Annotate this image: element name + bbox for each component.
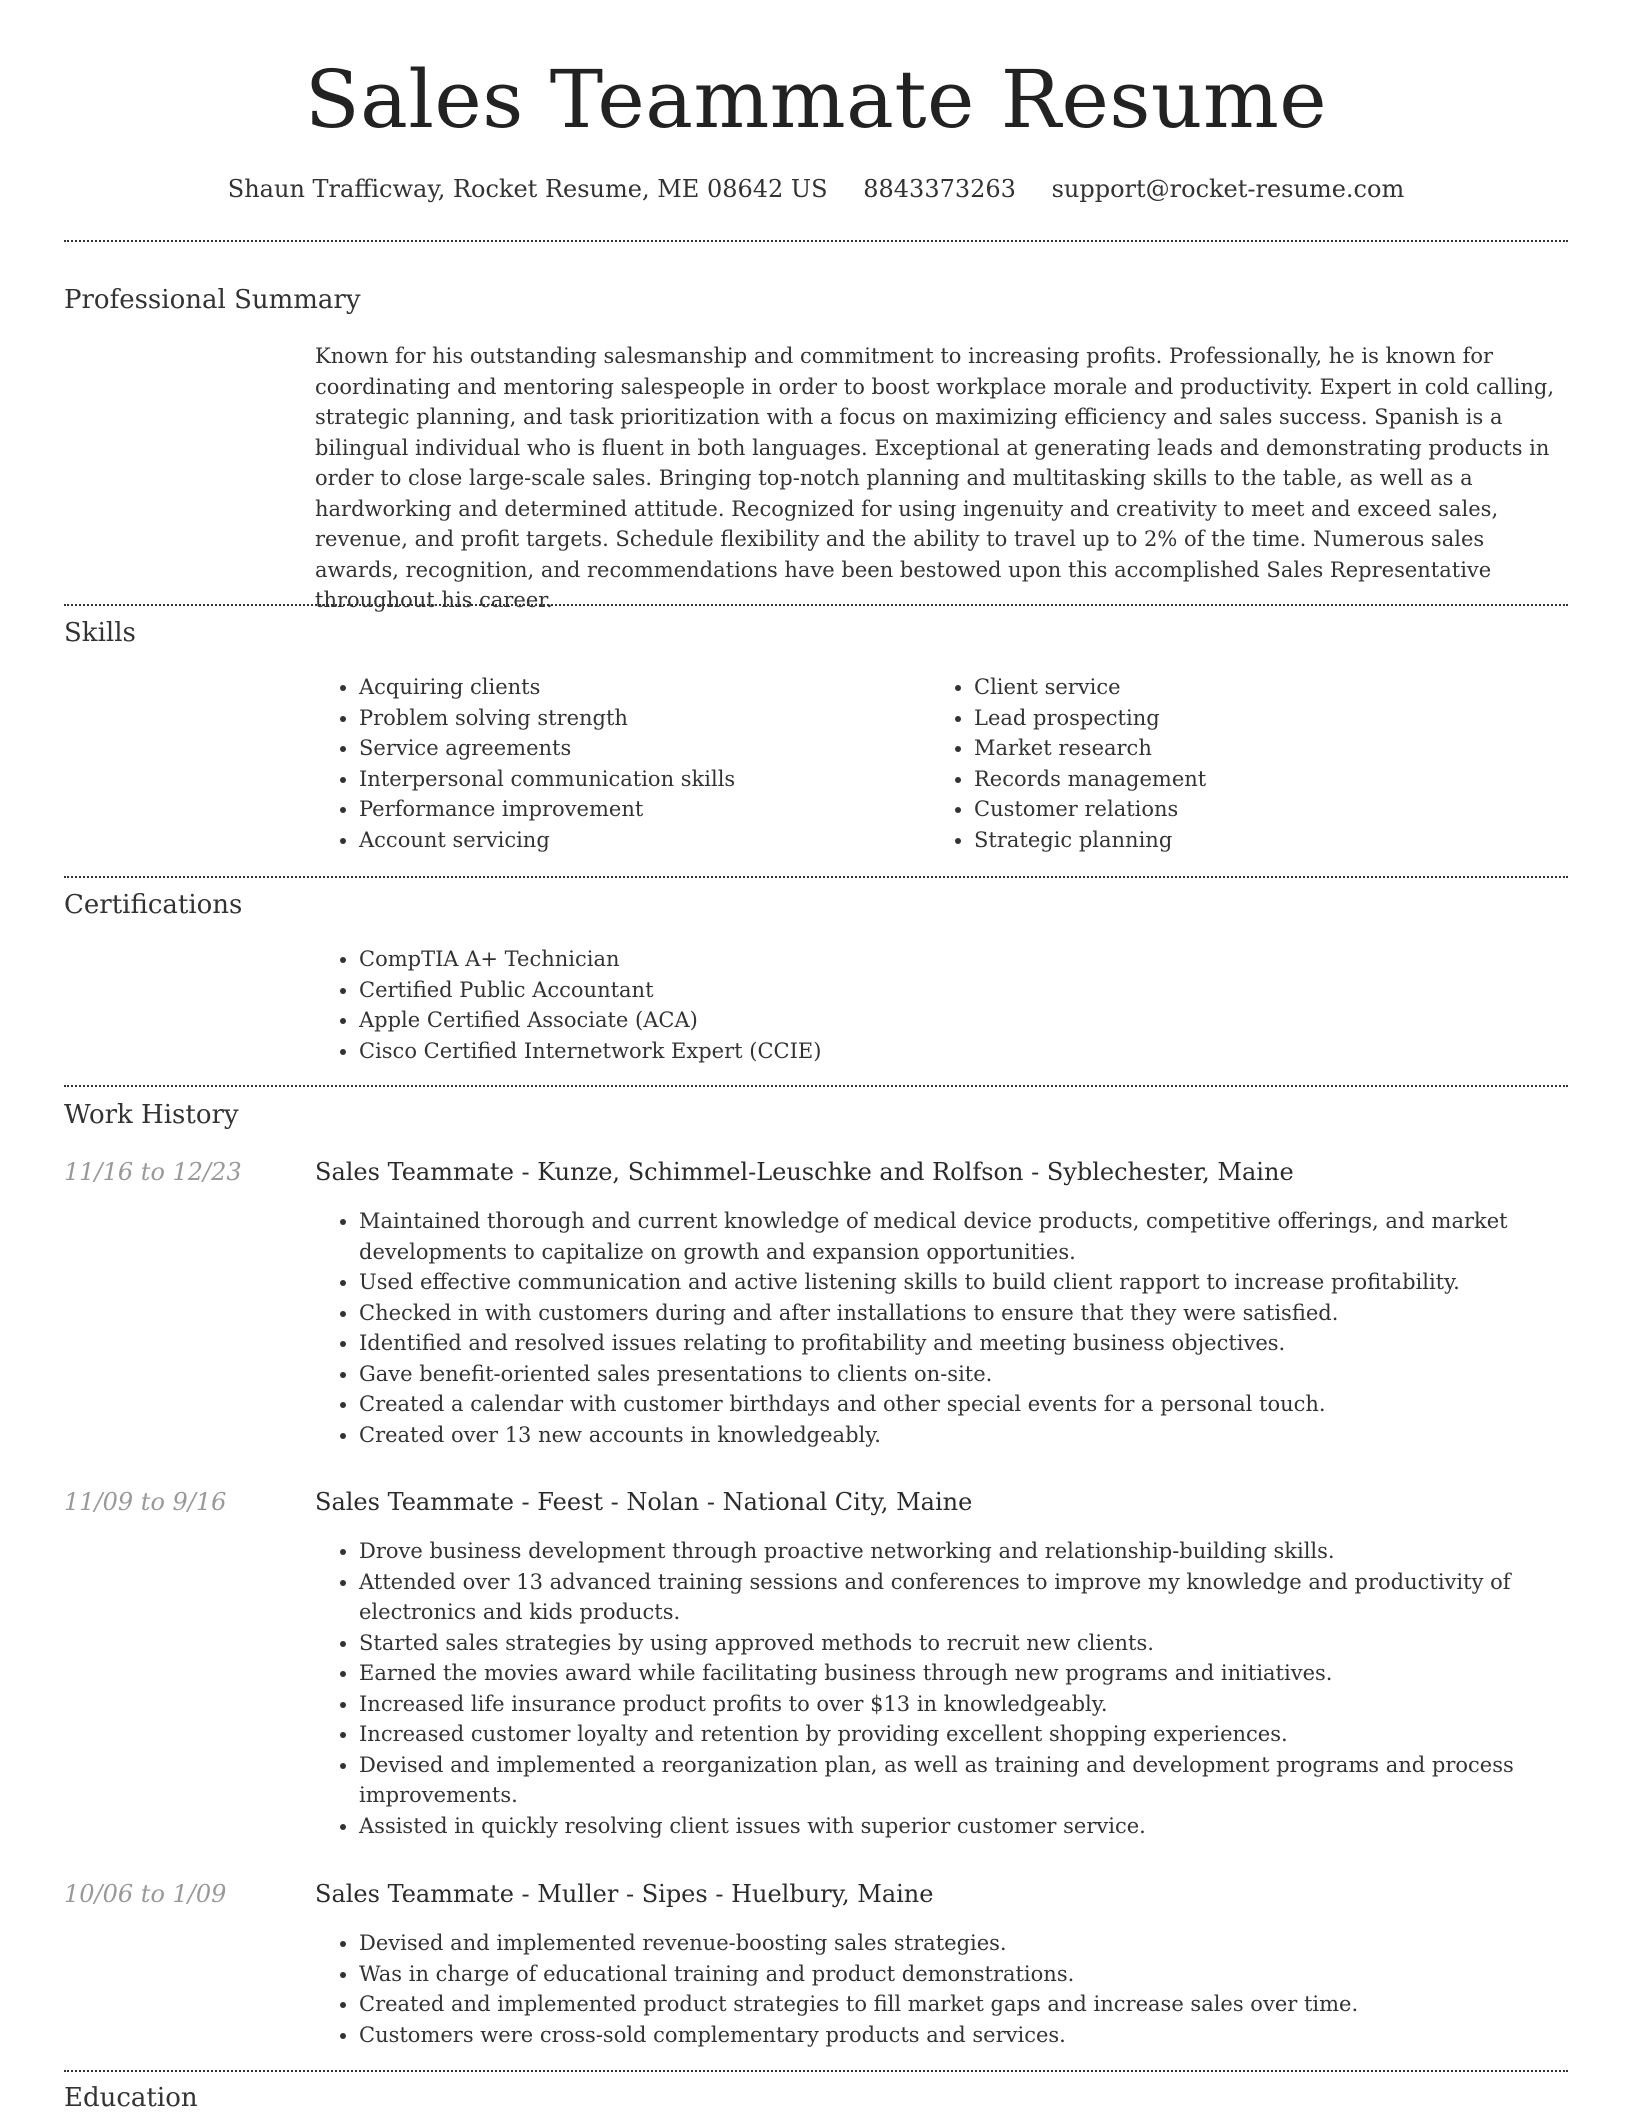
job-bullet: • Devised and implemented revenue-boosting sales strategies. [359,1928,1568,1959]
job-bullets [315,1206,1568,1450]
skill-item: • Customer relations [974,794,1594,825]
education-heading: Education [64,2083,198,2113]
job-title: Sales Teammate - Feest - Nolan - National City, Maine [315,1488,973,1516]
job-dates: 11/16 to 12/23 [64,1158,242,1186]
job-bullet: • Started sales strategies by using approved methods to recruit new clients. [359,1628,1568,1659]
skill-item: • Service agreements [359,733,919,764]
job-bullet: • Earned the movies award while facilitating business through new programs and initiatives. [359,1658,1568,1689]
certification-item: • Cisco Certified Internetwork Expert (CCIE) [359,1036,1559,1067]
section-divider [64,604,1568,606]
section-divider [64,1085,1568,1087]
job-bullet: • Increased life insurance product profits to over $13 in knowledgeably. [359,1689,1568,1720]
job-bullets [315,1536,1568,1841]
skills-heading: Skills [64,618,136,648]
job-bullet: • Maintained thorough and current knowledge of medical device products, competitive offerings, and market developments to capitalize on growth and expansion opportunities. [359,1206,1568,1267]
job-bullet: • Devised and implemented a reorganization plan, as well as training and development programs and process improvements. [359,1750,1568,1811]
contact-phone: 8843373263 [863,175,1016,203]
summary-text: Known for his outstanding salesmanship and commitment to increasing profits. Professionally, he is known for coordinating and mentoring salespeople in order to boost workplace morale and productivity. Expert in cold calling, strategic planning, and task prioritization with a focus on maximizing efficiency and sales success. Spanish is a bilingual individual who is fluent in both languages. Exceptional at generating leads and demonstrating products in order to close large-scale sales. Bringing top-notch planning and multitasking skills to the table, as well as a hardworking and determined attitude. Recognized for using ingenuity and creativity to meet and exceed sales, revenue, and profit targets. Schedule flexibility and the ability to travel up to 2% of the time. Numerous sales awards, recognition, and recommendations have been bestowed upon this accomplished Sales Representative throughout his career. [315,344,1555,612]
summary-heading: Professional Summary [64,285,361,315]
skill-item: • Interpersonal communication skills [359,764,919,795]
job-bullet: • Customers were cross-sold complementary products and services. [359,2020,1568,2051]
certification-item: • Certified Public Accountant [359,975,1559,1006]
job-bullet: • Increased customer loyalty and retention by providing excellent shopping experiences. [359,1719,1568,1750]
skills-list-left [315,672,919,855]
contact-address: Shaun Trafficway, Rocket Resume, ME 08642 US [227,175,828,203]
job-bullet: • Checked in with customers during and after installations to ensure that they were satisfied. [359,1298,1568,1329]
job-title: Sales Teammate - Muller - Sipes - Huelbury, Maine [315,1880,934,1908]
job-bullet: • Assisted in quickly resolving client issues with superior customer service. [359,1811,1568,1842]
job-dates: 10/06 to 1/09 [64,1880,227,1908]
section-divider [64,876,1568,878]
skill-item: • Lead prospecting [974,703,1594,734]
job-bullets [315,1928,1568,2050]
skills-list-right [930,672,1594,855]
skill-item: • Acquiring clients [359,672,919,703]
skill-item: • Client service [974,672,1594,703]
certifications-heading: Certifications [64,890,243,920]
section-divider [64,240,1568,242]
certification-item: • Apple Certified Associate (ACA) [359,1005,1559,1036]
job-bullet: • Used effective communication and active listening skills to build client rapport to increase profitability. [359,1267,1568,1298]
skill-item: • Strategic planning [974,825,1594,856]
skill-item: • Problem solving strength [359,703,919,734]
job-bullet: • Drove business development through proactive networking and relationship-building skills. [359,1536,1568,1567]
job-title: Sales Teammate - Kunze, Schimmel-Leuschke and Rolfson - Syblechester, Maine [315,1158,1294,1186]
job-bullet: • Created a calendar with customer birthdays and other special events for a personal touch. [359,1389,1568,1420]
job-bullet: • Was in charge of educational training and product demonstrations. [359,1959,1568,1990]
resume-title: Sales Teammate Resume [304,53,1328,146]
work-history-heading: Work History [64,1100,239,1130]
contact-email: support@rocket-resume.com [1051,175,1405,203]
skill-item: • Market research [974,733,1594,764]
job-bullet: • Created over 13 new accounts in knowledgeably. [359,1420,1568,1451]
skill-item: • Account servicing [359,825,919,856]
certification-item: • CompTIA A+ Technician [359,944,1559,975]
certifications-list [315,944,1559,1066]
section-divider [64,2070,1568,2072]
skill-item: • Records management [974,764,1594,795]
job-bullet: • Attended over 13 advanced training sessions and conferences to improve my knowledge and productivity of electronics and kids products. [359,1567,1568,1628]
job-dates: 11/09 to 9/16 [64,1488,227,1516]
job-bullet: • Gave benefit-oriented sales presentations to clients on-site. [359,1359,1568,1390]
skill-item: • Performance improvement [359,794,919,825]
contact-line [64,171,1568,207]
job-bullet: • Created and implemented product strategies to fill market gaps and increase sales over time. [359,1989,1568,2020]
job-bullet: • Identified and resolved issues relating to profitability and meeting business objectives. [359,1328,1568,1359]
